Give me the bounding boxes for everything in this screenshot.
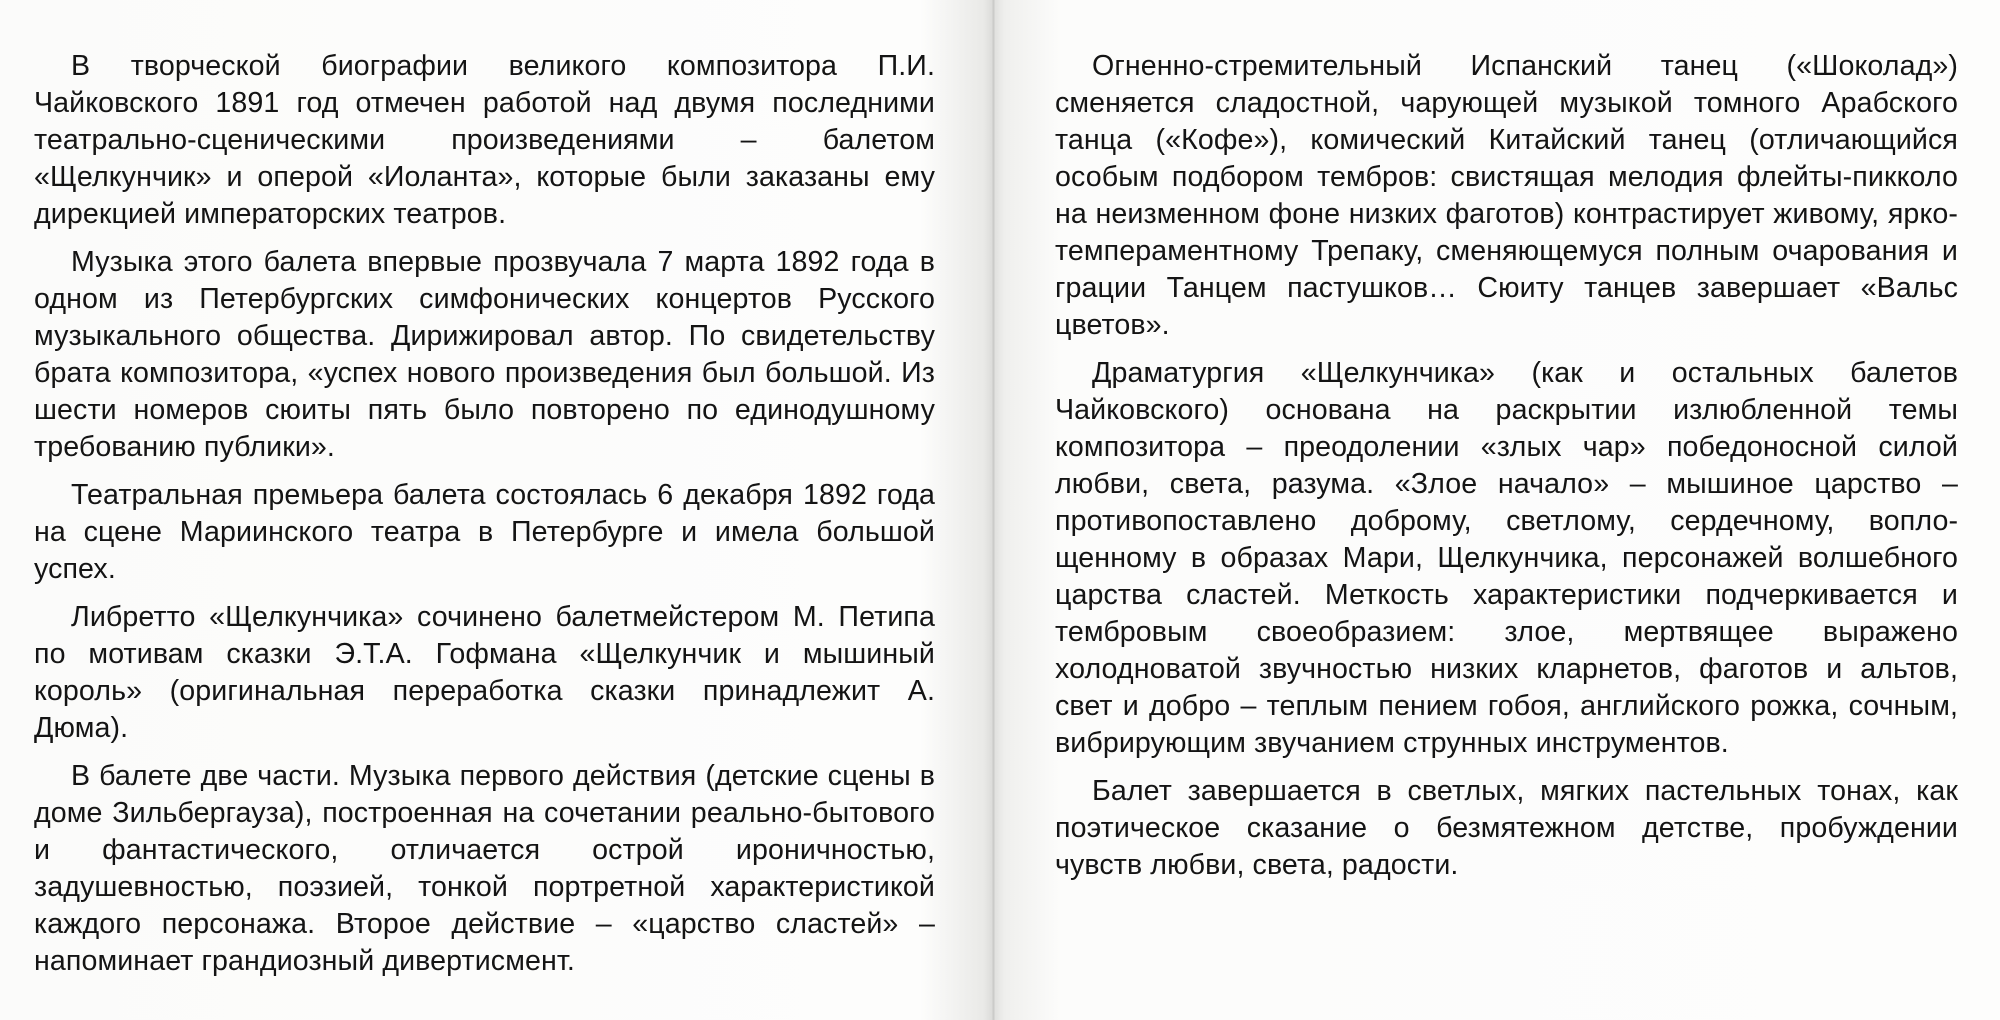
right-paragraph-3: Балет завершается в светлых, мягких пастельных тонах, как поэтическое сказание о безмятежном детстве, пробуждении чувств любви, света, радости.	[1055, 775, 1958, 881]
page-fold	[992, 0, 995, 1020]
left-paragraph-4: Либретто «Щелкунчика» сочинено балетмейстером М. Петипа по мотивам сказки Э.Т.А. Гофмана «Щелкунчик и мышиный король» (оригинальная переработка сказки принадлежит А. Дюма).	[34, 601, 935, 744]
left-paragraph-1: В творческой биографии великого композитора П.И. Чайковского 1891 год отмечен работой над двумя последними театрально-сценическими произведениями – балетом «Щелкунчик» и оперой «Иоланта», которые были заказаны ему дирекцией императорских театров.	[34, 50, 935, 230]
left-paragraph-5: В балете две части. Музыка первого действия (детские сцены в доме Зильбергауза), построенная на сочетании реально-бытового и фантастического, отличается острой ироничностью, задушевностью, поэзией, тонкой портретной характеристикой каждого персонажа. Второе действие – «царство сластей» – напоминает грандиозный дивертисмент.	[34, 760, 935, 977]
right-page	[1005, 0, 2000, 1020]
left-page	[0, 0, 990, 1020]
right-paragraph-1: Огненно-стремительный Испанский танец («Шоколад») сменяется сладостной, чарующей музыкой томного Арабского танца («Кофе»), комический Китайский танец (отличающийся особым подбором тембров: свистящая мелодия флейты-пикколо на неизменном фоне низких фаготов) контрастирует живому, ярко-темпераментному Трепаку, сменяющемуся полным очарования и грации Танцем пастушков… Сюиту танцев завершает «Вальс цветов».	[1055, 50, 1958, 341]
right-paragraph-2: Драматургия «Щелкунчика» (как и остальных балетов Чайковского) основана на раскрытии излюбленной темы композитора – преодолении «злых чар» победоносной силой любви, света, разума. «Злое начало» – мышиное царство – противопоставлено доброму, светлому, сердечному, воплощенному в образах Мари, Щелкунчика, персонажей волшебного царства сластей. Меткость характеристики подчеркивается и тембровым своеобразием: злое, мертвящее выражено холодноватой звучностью низких кларнетов, фаготов и альтов, свет и добро – теплым пением гобоя, английского рожка, сочным, вибрирующим звучанием струнных инструментов.	[1055, 357, 1958, 759]
left-paragraph-3: Театральная премьера балета состоялась 6 декабря 1892 года на сцене Мариинского театра в Петербурге и имела большой успех.	[34, 479, 935, 585]
left-text-column	[34, 48, 935, 980]
left-paragraph-2: Музыка этого балета впервые прозвучала 7 марта 1892 года в одном из Петербургских симфонических концертов Русского музыкального общества. Дирижировал автор. По свидетельству брата композитора, «успех нового произведения был большой. Из шести номеров сюиты пять было повторено по единодушному требованию публики».	[34, 246, 935, 463]
right-text-column	[1055, 48, 1958, 884]
